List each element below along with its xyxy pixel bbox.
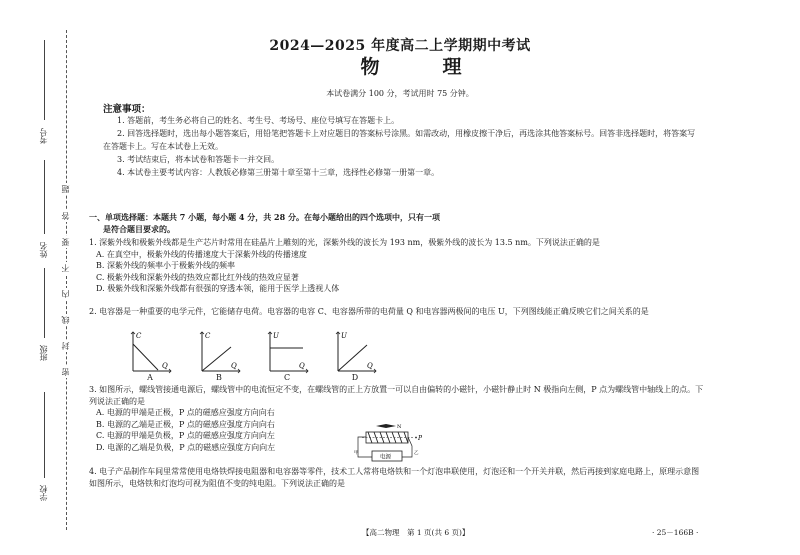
graph-c-y-axis: U (273, 332, 279, 340)
question-stem: 1. 深紫外线和极紫外线都是生产芯片时常用在硅晶片上雕刻的光，深紫外线的波长为 193 nm，极紫外线的波长为 13.5 nm。下列说法正确的是 (89, 238, 600, 247)
class-label: 班级 (39, 345, 48, 361)
binding-margin (0, 0, 78, 555)
option-b: B. 电源的乙端是正极，P 点的磁感应强度方向向右 (96, 419, 275, 429)
question-stem: 3. 如图所示，螺线管接通电源后，螺线管中的电流恒定不变，在螺线管的正上方放置一可以自由偏转的小磁针，小磁针静止时 N 极指向左侧，P 点为螺线管中轴线上的点。下列说法正确的是 (89, 385, 704, 406)
graph-d-x-axis: Q (367, 362, 373, 370)
graph-c-x-axis: Q (299, 362, 305, 370)
option-c: C. 极紫外线和深紫外线的热效应都比红外线的热效应显著 (96, 272, 299, 282)
power-source-label: 电源 (380, 454, 392, 461)
question-4 (89, 466, 705, 489)
left-end-label: 甲 (354, 451, 359, 456)
section-heading-line: 是符合题目要求的。 (103, 224, 175, 234)
notice-item: 2. 回答选择题时，选出每小题答案后，用铅笔把答题卡上对应题目的答案标号涂黑。如需改动，用橡皮擦干净后，再选涂其他答案标号。回答非选择题时，将答案写在答题卡上。写在本试卷上无效。 (103, 129, 696, 151)
graph-b-y-axis: C (205, 332, 211, 340)
notice-item: 1. 答题前，考生务必将自己的姓名、考生号、考场号、座位号填写在答题卡上。 (117, 116, 400, 125)
notice-heading: 注意事项： (103, 104, 151, 115)
seal-warning-char: 线 (61, 316, 70, 324)
question-1 (89, 237, 705, 295)
graph-b-label: B (216, 373, 222, 382)
graph-c (265, 330, 310, 376)
seal-warning-char: 内 (61, 290, 70, 298)
graph-a (128, 330, 173, 376)
option-a: A. 在真空中，极紫外线的传播速度大于深紫外线的传播速度 (96, 249, 307, 259)
page-number: 【高二物理 第 1 页(共 6 页)】 (362, 528, 470, 537)
seal-warning-char: 不 (61, 264, 70, 272)
name-blank (44, 160, 45, 234)
graph-d (333, 330, 378, 376)
seal-warning-char: 答 (61, 212, 70, 220)
section-heading (89, 211, 705, 235)
subject-title: 物 理 (360, 56, 484, 78)
question-stem: 4. 电子产品制作车间里常常使用电烙铁焊接电阻器和电容器等零件，技术工人常将电烙铁和一个灯泡串联使用，灯泡还和一个开关并联，然后再接到家庭电路上，原理示意图如图所示，电烙铁和灯泡均可视为阻值不变的纯电阻。下列说法正确的是 (89, 467, 700, 488)
graph-d-label: D (351, 373, 359, 382)
option-b: B. 深紫外线的频率小于极紫外线的频率 (96, 261, 235, 271)
question-2 (89, 306, 705, 318)
point-p-label: P (418, 435, 423, 442)
graph-b (197, 330, 242, 376)
notice-item: 4. 本试卷主要考试内容：人教版必修第三册第十章至第十三章，选择性必修第一册第一章。 (117, 168, 440, 177)
option-d: D. 电源的乙端是负极，P 点的磁感应强度方向向左 (96, 442, 276, 452)
score-line: 本试卷满分 100 分，考试用时 75 分钟。 (326, 89, 474, 98)
question-stem: 2. 电容器是一种重要的电学元件，它能储存电荷。电容器的电容 C、电容器所带的电荷量 Q 和电容器两极间的电压 U，下列图线能正确反映它们之间关系的是 (89, 307, 649, 316)
section-heading-line: 一、单项选择题：本题共 7 小题，每小题 4 分，共 28 分。在每小题给出的四个选项中，只有一项 (89, 212, 440, 222)
needle-pole-label: N (397, 424, 402, 430)
school-label: 学校 (39, 485, 48, 501)
class-blank (44, 268, 45, 338)
paper-code: · 25－166B · (652, 528, 699, 537)
notice-list (103, 114, 699, 179)
seal-warning-char: 要 (61, 238, 70, 246)
option-d: D. 极紫外线和深紫外线都有很强的穿透本领，能用于医学上透视人体 (96, 284, 340, 294)
notice-item: 3. 考试结束后，将本试卷和答题卡一并交回。 (117, 155, 280, 164)
name-label: 姓名 (39, 242, 48, 258)
seal-warning-char: 题 (61, 185, 70, 193)
exam-no-label: 考号 (39, 128, 48, 144)
right-end-label: 乙 (414, 451, 419, 456)
graph-d-y-axis: U (341, 332, 347, 340)
solenoid-figure (354, 422, 426, 462)
school-blank (44, 392, 45, 478)
option-c: C. 电源的甲端是负极，P 点的磁感应强度方向向左 (96, 431, 275, 441)
graph-a-label: A (147, 373, 153, 382)
seal-dashed-line (66, 30, 67, 530)
compass-needle-icon (376, 424, 396, 428)
option-a: A. 电源的甲端是正极，P 点的磁感应强度方向向右 (96, 408, 275, 418)
seal-warning-char: 封 (61, 342, 70, 350)
graph-b-x-axis: Q (231, 362, 237, 370)
graph-c-label: C (283, 373, 291, 382)
graph-a-y-axis: C (136, 332, 142, 340)
seal-warning-char: 密 (61, 368, 70, 376)
graph-a-x-axis: Q (162, 362, 168, 370)
exam-title: 2024—2025 年度高二上学期期中考试 (269, 38, 531, 54)
